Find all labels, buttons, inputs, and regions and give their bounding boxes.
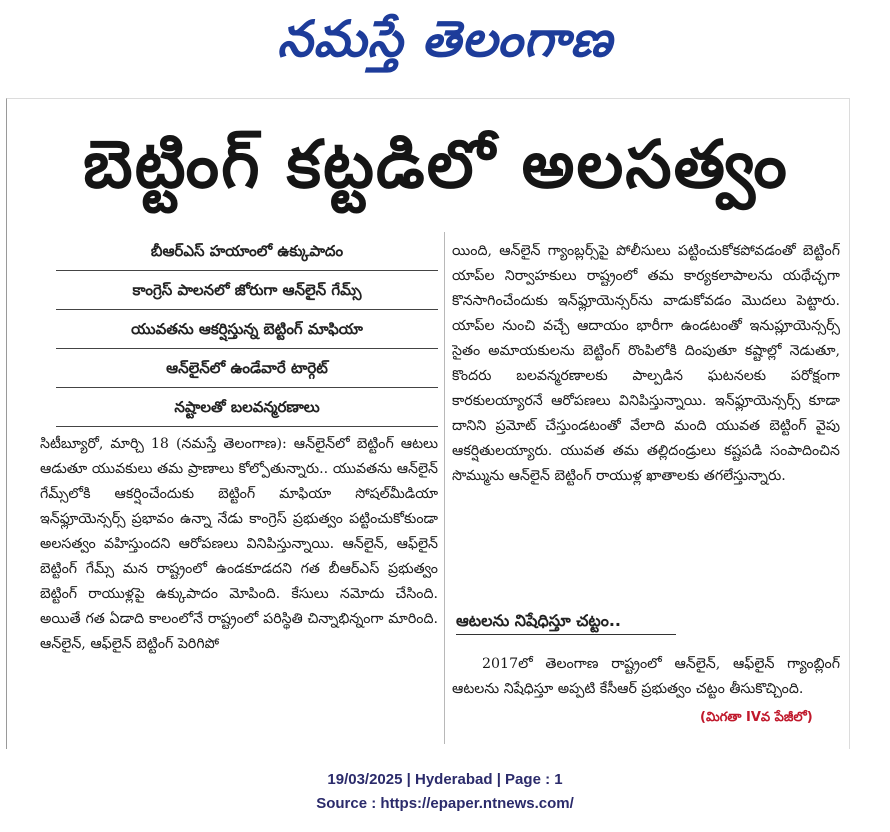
masthead-logo: నమస్తే తెలంగాణ	[277, 10, 613, 68]
subheading-4: ఆన్‌లైన్‌లో ఉండేవారే టార్గెట్	[56, 349, 438, 388]
footer-source-link[interactable]: Source : https://epaper.ntnews.com/	[316, 795, 574, 812]
article-headline: బెట్టింగ్ కట్టడిలో అలసత్వం	[83, 126, 789, 203]
subheading-list	[56, 232, 438, 427]
section-subhead: ఆటలను నిషేధిస్తూ చట్టం..	[456, 608, 676, 635]
continued-note: (మిగతా IVవ పేజీలో)	[700, 710, 813, 725]
subheading-5: నష్టాలతో బలవన్మరణాలు	[56, 388, 438, 427]
subheading-2: కాంగ్రెస్ పాలనలో జోరుగా ఆన్‌లైన్ గేమ్స్	[56, 271, 438, 310]
article-body-right: యింది, ఆన్‌లైన్ గ్యాంబ్లర్స్‌పై పోలీసులు పట్టించుకోకపోవడంతో బెట్టింగ్ యాప్‌ల నిర్వాహకులు రాష్ట్రంలో తమ కార్యకలాపాలను యథేచ్ఛగా కొనసాగించేందుకు ఇన్‌ఫ్లూయెన్సర్‌ను వాడుకోవడం మొదలు పెట్టారు. యాప్‌ల నుంచి వచ్చే ఆదాయం భారీగా ఉండటంతో ఇనుప్లూయెన్సర్స్ సైతం అమాయకులను బెట్టింగ్ రొంపిలోకి దింపుతూ కష్టాల్లో నెడుతూ, కొందరు బలవన్మరణాలకు పాల్పడిన ఘటనలకు పరోక్షంగా కారకులయ్యారనే ఆరోపణలు వినిపిస్తున్నాయి. ఇన్‌ఫ్లూయెన్సర్స్ కూడా దానిని ప్రమోట్ చేస్తుండటంతో వేలాది మంది యువత బెట్టింగ్ వైపు ఆకర్షితులయ్యారు. యువత తమ తల్లిదండ్రులు కష్టపడి సంపాదించిన సొమ్మును ఆన్‌లైన్ బెట్టింగ్ రాయుళ్ల ఖాతాలకు తగలేస్తున్నారు.	[452, 243, 840, 484]
article-body-right-2: 2017లో తెలంగాణ రాష్ట్రంలో ఆన్‌లైన్, ఆఫ్‌లైన్ గ్యాంబ్లింగ్ ఆటలను నిషేధిస్తూ అప్పటి కేసీఆర్ ప్రభుత్వం చట్టం తీసుకొచ్చింది.	[452, 656, 840, 697]
footer-date-line: 19/03/2025 | Hyderabad | Page : 1	[327, 771, 563, 788]
column-divider	[444, 232, 445, 744]
article-body-left: సిటీబ్యూరో, మార్చి 18 (నమస్తే తెలంగాణ): ఆన్‌లైన్‌లో బెట్టింగ్ ఆటలు ఆడుతూ యువకులు తమ ప్రాణాలు కోల్పోతున్నారు.. యువతను ఆన్‌లైన్ గేమ్స్‌లోకి ఆకర్షించేందుకు బెట్టింగ్ మాఫియా సోషల్‌మీడియా ఇన్‌ఫ్లూయెన్సర్స్ ప్రభావం ఉన్నా నేడు కాంగ్రెస్ ప్రభుత్వం పట్టించుకోకుండా అలసత్వం వహిస్తుందని ఆరోపణలు వినిపిస్తున్నాయి. ఆన్‌లైన్, ఆఫ్‌లైన్ బెట్టింగ్ గేమ్స్ మన రాష్ట్రంలో ఉండకూడదని గత బీఆర్ఎస్ ప్రభుత్వం బెట్టింగ్ రాయుళ్లపై ఉక్కుపాదం మోపింది. కేసులు నమోదు చేసింది. అయితే గత ఏడాది కాలంలోనే రాష్ట్రంలో పరిస్థితి చిన్నాభిన్నంగా మారింది. ఆన్‌లైన్, ఆఫ్‌లైన్ బెట్టింగ్ పెరిగిపో	[40, 436, 438, 652]
subheading-3: యువతను ఆకర్షిస్తున్న బెట్టింగ్ మాఫియా	[56, 310, 438, 349]
subheading-1: బీఆర్ఎస్ హయాంలో ఉక్కుపాదం	[56, 232, 438, 271]
